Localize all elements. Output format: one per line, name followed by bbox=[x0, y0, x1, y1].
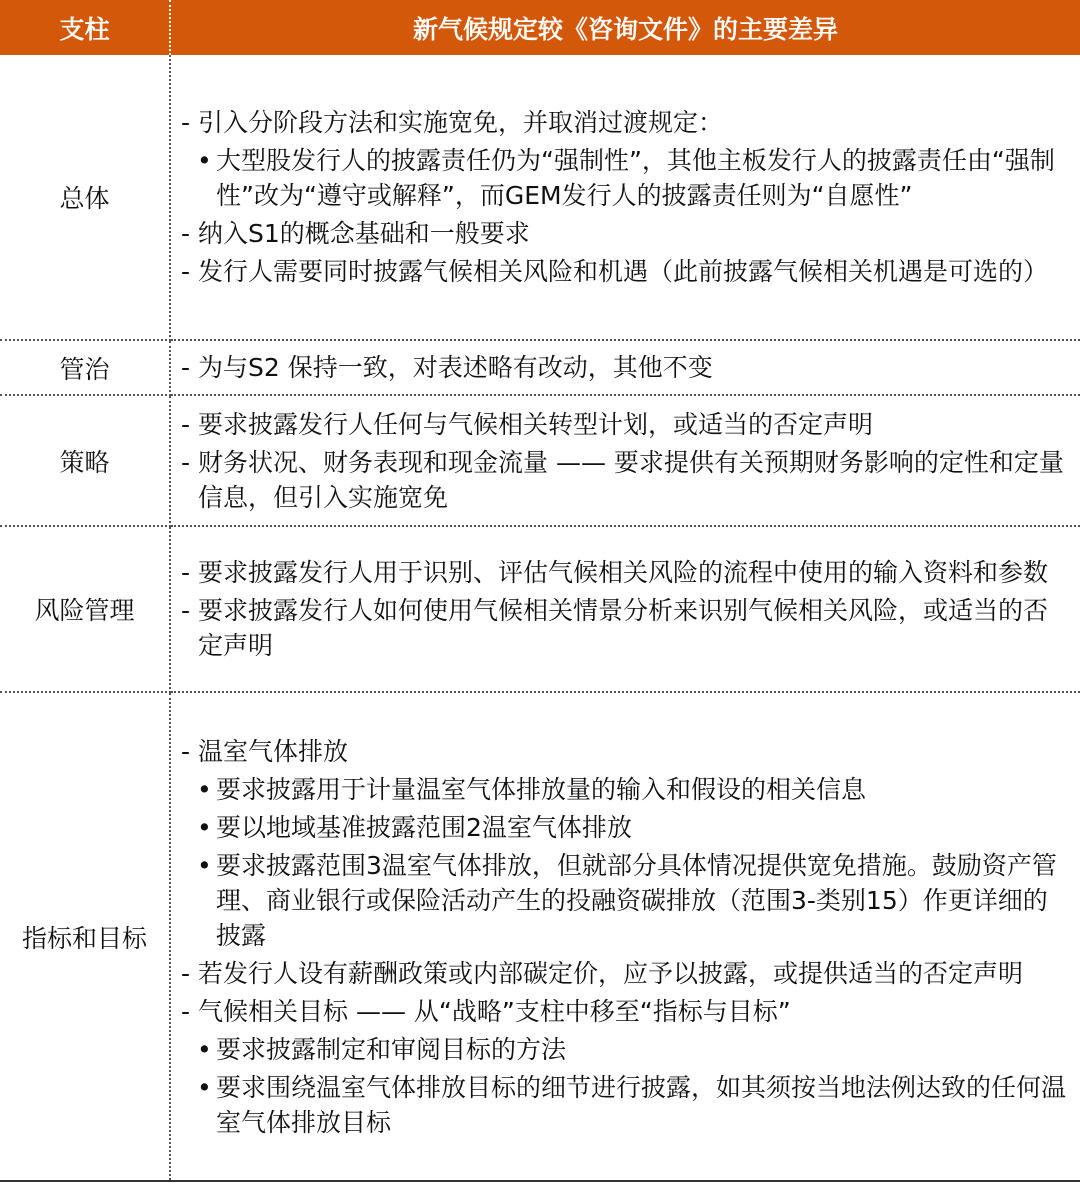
pillar-cell: 管治 bbox=[0, 340, 170, 395]
list-item bbox=[181, 734, 1066, 769]
item-text: 气候相关目标 —— 从“战略”支柱中移至“指标与目标” bbox=[198, 996, 791, 1026]
content-cell bbox=[170, 55, 1080, 340]
bullet-marker: • bbox=[197, 1072, 212, 1102]
list-item bbox=[181, 593, 1066, 663]
header-pillar: 支柱 bbox=[0, 0, 170, 55]
bullet-marker: • bbox=[197, 774, 212, 804]
item-text: 引入分阶段方法和实施宽免，并取消过渡规定： bbox=[198, 108, 724, 137]
bullet-marker: • bbox=[197, 812, 212, 842]
list-item bbox=[181, 143, 1066, 213]
list-item bbox=[181, 254, 1066, 289]
list-item bbox=[181, 994, 1066, 1029]
list-item bbox=[181, 407, 1066, 442]
item-text: 要求披露发行人如何使用气候相关情景分析来识别气候相关风险，或适当的否定声明 bbox=[198, 596, 1049, 660]
list-item bbox=[181, 216, 1066, 251]
content-cell bbox=[170, 340, 1080, 395]
table-row bbox=[0, 340, 1080, 395]
item-text: 要求披露范围3温室气体排放，但就部分具体情况提供宽免措施。鼓励资产管理、商业银行或保险活动产生的投融资碳排放（范围3-类别15）作更详细的披露 bbox=[216, 850, 1057, 950]
dash-marker: - bbox=[181, 108, 191, 137]
list-item bbox=[181, 772, 1066, 807]
dash-marker: - bbox=[181, 353, 191, 382]
table-row bbox=[0, 395, 1080, 526]
dash-marker: - bbox=[181, 257, 191, 286]
content-cell bbox=[170, 692, 1080, 1181]
list-item bbox=[181, 1070, 1066, 1140]
table-row bbox=[0, 526, 1080, 692]
item-text: 要求围绕温室气体排放目标的细节进行披露，如其须按当地法例达致的任何温室气体排放目标 bbox=[216, 1072, 1067, 1137]
list-item bbox=[181, 1032, 1066, 1067]
dash-marker: - bbox=[181, 596, 191, 625]
pillar-cell: 指标和目标 bbox=[0, 692, 170, 1181]
pillar-cell: 总体 bbox=[0, 55, 170, 340]
table-row bbox=[0, 55, 1080, 340]
dash-marker: - bbox=[181, 409, 191, 439]
list-item bbox=[181, 350, 1066, 385]
content-cell bbox=[170, 395, 1080, 526]
pillar-cell: 风险管理 bbox=[0, 526, 170, 692]
dash-marker: - bbox=[181, 558, 191, 587]
table-row bbox=[0, 692, 1080, 1181]
header-differences: 新气候规定较《咨询文件》的主要差异 bbox=[170, 0, 1080, 55]
list-item bbox=[181, 810, 1066, 845]
dash-marker: - bbox=[181, 958, 191, 988]
item-text: 温室气体排放 bbox=[198, 736, 349, 766]
list-item bbox=[181, 956, 1066, 991]
list-item bbox=[181, 445, 1066, 515]
content-cell bbox=[170, 526, 1080, 692]
item-text: 发行人需要同时披露气候相关风险和机遇（此前披露气候相关机遇是可选的） bbox=[198, 257, 1049, 286]
item-text: 要求披露用于计量温室气体排放量的输入和假设的相关信息 bbox=[216, 774, 867, 804]
bullet-marker: • bbox=[197, 850, 212, 880]
header-row bbox=[0, 0, 1080, 55]
item-text: 要求披露发行人任何与气候相关转型计划，或适当的否定声明 bbox=[198, 409, 874, 439]
dash-marker: - bbox=[181, 219, 191, 248]
item-text: 财务状况、财务表现和现金流量 —— 要求提供有关预期财务影响的定性和定量信息，但引入实施宽免 bbox=[198, 447, 1064, 512]
list-item bbox=[181, 105, 1066, 140]
bullet-marker: • bbox=[197, 146, 212, 175]
list-item bbox=[181, 555, 1066, 590]
item-text: 若发行人设有薪酬政策或内部碳定价，应予以披露，或提供适当的否定声明 bbox=[198, 958, 1024, 988]
list-item bbox=[181, 848, 1066, 953]
bullet-marker: • bbox=[197, 1034, 212, 1064]
item-text: 为与S2 保持一致，对表述略有改动，其他不变 bbox=[198, 353, 713, 382]
item-text: 纳入S1的概念基础和一般要求 bbox=[198, 219, 530, 248]
item-text: 要以地域基准披露范围2温室气体排放 bbox=[216, 812, 632, 842]
dash-marker: - bbox=[181, 447, 191, 477]
item-text: 大型股发行人的披露责任仍为“强制性”，其他主板发行人的披露责任由“强制性”改为“遵守或解释”，而GEM发行人的披露责任则为“自愿性” bbox=[216, 146, 1055, 210]
dash-marker: - bbox=[181, 736, 191, 766]
dash-marker: - bbox=[181, 996, 191, 1026]
item-text: 要求披露制定和审阅目标的方法 bbox=[216, 1034, 567, 1064]
pillar-cell: 策略 bbox=[0, 395, 170, 526]
item-text: 要求披露发行人用于识别、评估气候相关风险的流程中使用的输入资料和参数 bbox=[198, 558, 1049, 587]
